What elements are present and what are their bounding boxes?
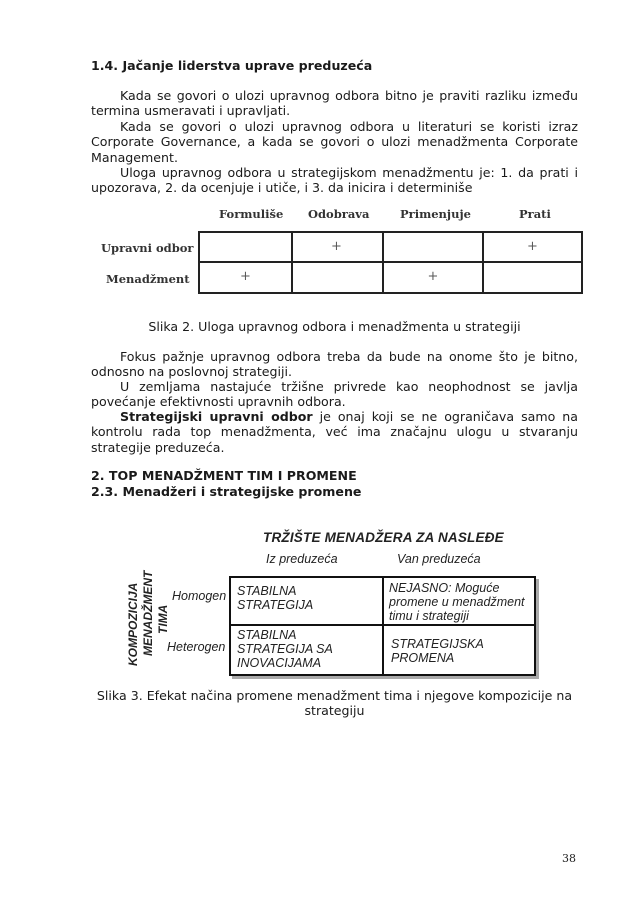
paragraph: Kada se govori o ulozi upravnog odbora bitno je praviti razliku između termina usmeravati i upravljati. [91,88,578,119]
table-cell [291,261,384,294]
paragraph: Fokus pažnje upravnog odbora treba da bude na onome što je bitno, odnosno na poslovnoj strategiji. [91,349,578,380]
section-heading: 2. TOP MENADŽMENT TIM I PROMENE [91,468,357,483]
table-cell: + [291,231,384,263]
table-cell [384,231,484,263]
figure-caption [91,688,578,719]
table-cell: + [484,231,583,263]
column-header: Primenjuje [400,207,471,221]
figure-title: TRŽIŠTE MENADŽERA ZA NASLEĐE [263,530,504,545]
page-number: 38 [562,852,576,865]
matrix-cell [237,628,333,670]
row-label: Homogen [172,589,227,603]
axis-label: TIMA [156,604,170,634]
column-label: Van preduzeća [397,552,481,566]
cell-line: STABILNA [237,628,297,642]
cell-line: STRATEGIJSKA [391,637,484,651]
matrix-cell [389,581,525,623]
axis-label: KOMPOZICIJA [126,582,140,666]
divider [382,578,384,674]
column-header: Odobrava [308,207,370,221]
paragraph: U zemljama nastajuće tržišne privrede kao neophodnost se javlja povećanje efektivnosti upravnih odbora. [91,379,578,410]
cell-line: STABILNA [237,584,297,598]
column-header: Prati [519,207,551,221]
cell-line: timu i strategiji [389,609,469,623]
paragraph: Kada se govori o ulozi upravnog odbora u literaturi se koristi izraz Corporate Governance, a kada se govori o ulozi menadžmenta Corporate Management. [91,119,578,165]
cell-line: promene u menadžment [389,595,525,609]
subsection-heading: 2.3. Menadžeri i strategijske promene [91,484,362,499]
matrix-cell [391,637,484,665]
row-label: Heterogen [167,640,226,654]
column-label: Iz preduzeća [266,552,338,566]
table-cell [484,261,583,294]
paragraph [91,409,578,455]
matrix-cell [237,584,313,612]
matrix-box [229,576,536,676]
bold-term: Strategijski upravni odbor [120,409,313,424]
figure-caption: Slika 2. Uloga upravnog odbora i menadžmenta u strategiji [148,319,521,334]
cell-line: NEJASNO: Moguće [389,581,500,595]
table-cell: + [384,261,484,294]
column-header: Formuliše [219,207,284,221]
paragraph: Uloga upravnog odbora u strategijskom menadžmentu je: 1. da prati i upozorava, 2. da ocenjuje i utiče, i 3. da inicira i determiniše [91,165,578,196]
caption-line: Slika 3. Efekat načina promene menadžment tima i njegove kompozicije na [96,688,573,703]
cell-line: STRATEGIJA SA [237,642,333,656]
cell-line: INOVACIJAMA [237,656,322,670]
row-label: Upravni odbor [101,241,194,255]
divider [231,624,534,626]
table-grid [198,231,583,294]
axis-label: MENADŽMENT [141,570,155,656]
row-label: Menadžment [106,272,190,286]
cell-line: PROMENA [391,651,455,665]
paragraph-text: je onaj koji se ne ograničava samo na kontrolu rada top menadžmenta, već ima značajnu ulogu u stvaranju strategije preduzeća. [91,409,578,455]
table-cell: + [198,261,293,294]
cell-line: STRATEGIJA [237,598,314,612]
table-cell [198,231,293,263]
section-heading: 1.4. Jačanje liderstva uprave preduzeća [91,58,373,73]
caption-line: strategiju [304,703,365,719]
